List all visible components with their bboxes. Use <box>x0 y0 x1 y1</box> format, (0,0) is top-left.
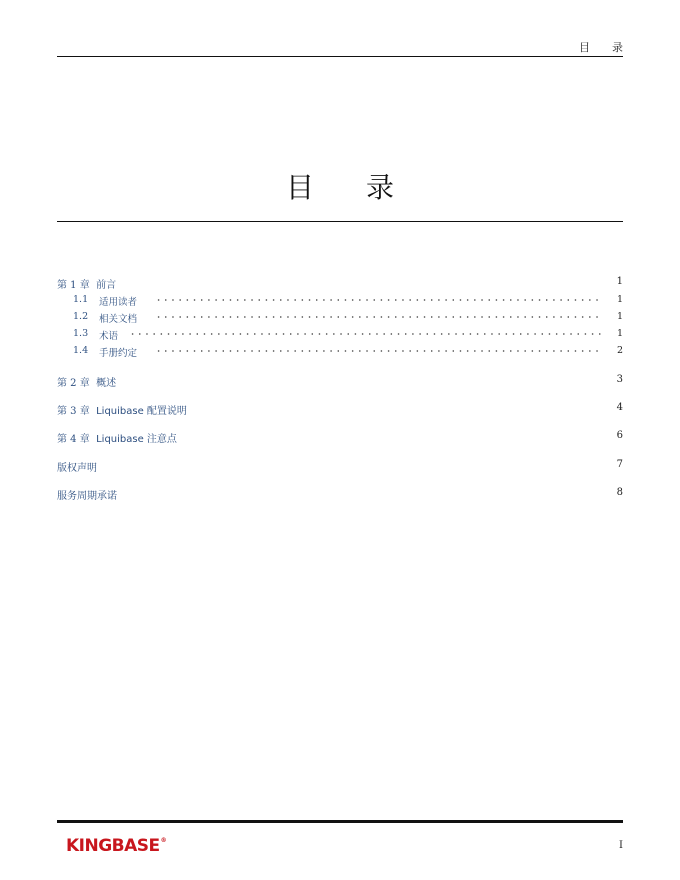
toc-chapter-title: 服务周期承诺 <box>57 491 117 502</box>
toc-leader-dots <box>155 314 601 320</box>
toc-chapter-prefix: 第 1 章 <box>57 280 90 291</box>
toc-chapter-prefix: 第 4 章 <box>57 434 90 445</box>
toc-chapter-title: 前言 <box>96 280 117 291</box>
toc-section-1-2[interactable] <box>73 311 623 325</box>
page-number: I <box>619 840 623 851</box>
toc-section-number: 1.2 <box>73 311 89 322</box>
toc-leader-dots <box>155 297 601 303</box>
toc-section-title: 适用读者 <box>99 297 138 308</box>
toc-chapter-prefix: 第 2 章 <box>57 378 90 389</box>
toc-page-number: 1 <box>616 328 623 339</box>
toc-chapter-title: 版权声明 <box>57 463 97 474</box>
toc-page-number: 1 <box>616 311 623 322</box>
toc-page-number: 1 <box>616 294 623 305</box>
footer-rule <box>57 820 623 823</box>
toc-page-number: 2 <box>616 345 623 356</box>
toc-chapter-title: 概述 <box>96 378 117 389</box>
toc-section-title: 手册约定 <box>99 348 138 359</box>
toc-chapter-title: Liquibase 配置说明 <box>96 406 187 417</box>
toc-page-number: 6 <box>616 430 623 441</box>
toc-leader-dots <box>155 348 601 354</box>
toc-section-number: 1.4 <box>73 345 89 356</box>
toc-page-number: 8 <box>616 487 623 498</box>
toc-page-number: 3 <box>616 374 623 385</box>
toc-section-1-3[interactable] <box>73 328 623 342</box>
toc-page-number: 4 <box>616 402 623 413</box>
toc-page-number: 7 <box>616 459 623 470</box>
kingbase-logo: KINGBASE® <box>66 836 167 856</box>
toc-section-title: 术语 <box>99 331 119 342</box>
toc-page-number: 1 <box>616 276 623 287</box>
toc-chapter-prefix: 第 3 章 <box>57 406 90 417</box>
toc-chapter-title: Liquibase 注意点 <box>96 434 177 445</box>
toc-section-number: 1.3 <box>73 328 89 339</box>
toc-section-1-1[interactable] <box>73 294 623 308</box>
toc-section-1-4[interactable] <box>73 345 623 359</box>
running-header: 目录 <box>579 41 645 54</box>
title-rule <box>57 221 623 222</box>
toc-section-number: 1.1 <box>73 294 89 305</box>
toc-section-title: 相关文档 <box>99 314 138 325</box>
toc-leader-dots <box>129 331 601 337</box>
page-title: 目录 <box>285 171 446 204</box>
header-rule <box>57 56 623 57</box>
